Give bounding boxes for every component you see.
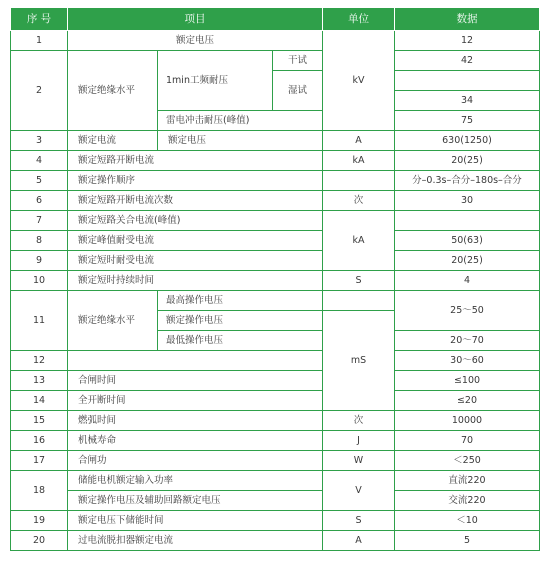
row-no: 6 xyxy=(11,191,68,211)
row-item: 额定电流 xyxy=(68,131,158,151)
table-row xyxy=(11,231,540,251)
row-value: 34 xyxy=(395,91,540,111)
row-no: 9 xyxy=(11,251,68,271)
row-unit xyxy=(323,171,395,191)
row-unit: kA xyxy=(323,211,395,271)
row-value: 42 xyxy=(395,51,540,71)
table-row xyxy=(11,31,540,51)
row-subitem: 额定操作电压 xyxy=(158,311,323,331)
table-row xyxy=(11,411,540,431)
table-row xyxy=(11,211,540,231)
row-group: 额定绝缘水平 xyxy=(68,291,158,351)
row-unit: S xyxy=(323,271,395,291)
row-item: 额定短路开断电流 xyxy=(68,151,323,171)
table-row xyxy=(11,51,540,71)
table-row xyxy=(11,251,540,271)
spec-table xyxy=(10,7,540,551)
row-value: 4 xyxy=(395,271,540,291)
row-group: 额定绝缘水平 xyxy=(68,51,158,131)
row-value: 5 xyxy=(395,531,540,551)
row-unit: J xyxy=(323,431,395,451)
row-unit: mS xyxy=(323,311,395,411)
table-row xyxy=(11,151,540,171)
row-unit: A xyxy=(323,531,395,551)
row-value: 630(1250) xyxy=(395,131,540,151)
row-unit: S xyxy=(323,511,395,531)
row-no: 18 xyxy=(11,471,68,511)
row-no: 7 xyxy=(11,211,68,231)
row-no: 1 xyxy=(11,31,68,51)
row-item: 额定峰值耐受电流 xyxy=(68,231,323,251)
row-value: 交流220 xyxy=(395,491,540,511)
row-item: 全开断时间 xyxy=(68,391,323,411)
table-row xyxy=(11,191,540,211)
row-unit: W xyxy=(323,451,395,471)
table-row xyxy=(11,271,540,291)
table-row xyxy=(11,291,540,311)
row-no: 3 xyxy=(11,131,68,151)
table-header xyxy=(11,8,540,31)
row-value xyxy=(395,71,540,91)
header-item: 项目 xyxy=(68,8,323,31)
row-item: 合闸功 xyxy=(68,451,323,471)
row-no: 14 xyxy=(11,391,68,411)
row-value: 50(63) xyxy=(395,231,540,251)
table-row xyxy=(11,451,540,471)
row-value: 75 xyxy=(395,111,540,131)
row-value: 20(25) xyxy=(395,251,540,271)
row-item: 合闸时间 xyxy=(68,371,323,391)
row-item: 额定短时耐受电流 xyxy=(68,251,323,271)
row-value: 70 xyxy=(395,431,540,451)
header-unit: 单位 xyxy=(323,8,395,31)
row-value: 20～70 xyxy=(395,331,540,351)
row-no: 13 xyxy=(11,371,68,391)
table-row xyxy=(11,511,540,531)
row-value: 30～60 xyxy=(395,351,540,371)
row-no: 8 xyxy=(11,231,68,251)
row-value: ≤20 xyxy=(395,391,540,411)
row-item: 额定短时持续时间 xyxy=(68,271,323,291)
header-value: 数据 xyxy=(395,8,540,31)
row-value: ＜10 xyxy=(395,511,540,531)
table-row xyxy=(11,391,540,411)
row-value: 分–0.3s–合分–180s–合分 xyxy=(395,171,540,191)
row-item: 燃弧时间 xyxy=(68,411,323,431)
row-no: 10 xyxy=(11,271,68,291)
row-item: 额定短路关合电流(峰值) xyxy=(68,211,323,231)
row-value: ＜250 xyxy=(395,451,540,471)
row-no: 15 xyxy=(11,411,68,431)
table-row xyxy=(11,131,540,151)
row-item xyxy=(68,351,323,371)
row-unit: A xyxy=(323,131,395,151)
row-no: 4 xyxy=(11,151,68,171)
table-row xyxy=(11,531,540,551)
row-no: 19 xyxy=(11,511,68,531)
header-no: 序 号 xyxy=(11,8,68,31)
row-item: 储能电机额定输入功率 xyxy=(68,471,323,491)
row-unit: kA xyxy=(323,151,395,171)
row-no: 17 xyxy=(11,451,68,471)
row-unit: kV xyxy=(323,31,395,131)
row-item: 过电流脱扣器额定电流 xyxy=(68,531,323,551)
row-value: 10000 xyxy=(395,411,540,431)
row-unit: 次 xyxy=(323,191,395,211)
table-row xyxy=(11,371,540,391)
row-subitem: 1min工频耐压 xyxy=(158,51,273,111)
row-condition: 干试 xyxy=(273,51,323,71)
row-value: 25～50 xyxy=(395,291,540,331)
row-unit: V xyxy=(323,471,395,511)
table-row xyxy=(11,491,540,511)
row-item: 额定电压下储能时间 xyxy=(68,511,323,531)
row-no: 11 xyxy=(11,291,68,351)
table-row xyxy=(11,431,540,451)
row-value: 30 xyxy=(395,191,540,211)
row-value xyxy=(395,211,540,231)
row-no: 2 xyxy=(11,51,68,131)
row-subitem: 雷电冲击耐压(峰值) xyxy=(158,111,323,131)
table-row xyxy=(11,171,540,191)
row-item: 额定短路开断电流次数 xyxy=(68,191,323,211)
row-subitem: 最高操作电压 xyxy=(158,291,323,311)
row-value: 12 xyxy=(395,31,540,51)
row-subitem: 最低操作电压 xyxy=(158,331,323,351)
row-value: 20(25) xyxy=(395,151,540,171)
row-no: 5 xyxy=(11,171,68,191)
row-value: ≤100 xyxy=(395,371,540,391)
row-unit: 次 xyxy=(323,411,395,431)
row-unit xyxy=(323,291,395,311)
row-item: 额定电压 xyxy=(68,31,323,51)
row-no: 12 xyxy=(11,351,68,371)
row-item: 额定操作顺序 xyxy=(68,171,323,191)
row-item-2: 额定操作电压及辅助回路额定电压 xyxy=(68,491,323,511)
table-row xyxy=(11,351,540,371)
row-condition: 湿试 xyxy=(273,71,323,111)
row-item: 机械寿命 xyxy=(68,431,323,451)
table-row xyxy=(11,471,540,491)
row-item-2: 额定电压 xyxy=(158,131,323,151)
row-no: 16 xyxy=(11,431,68,451)
row-no: 20 xyxy=(11,531,68,551)
row-value: 直流220 xyxy=(395,471,540,491)
